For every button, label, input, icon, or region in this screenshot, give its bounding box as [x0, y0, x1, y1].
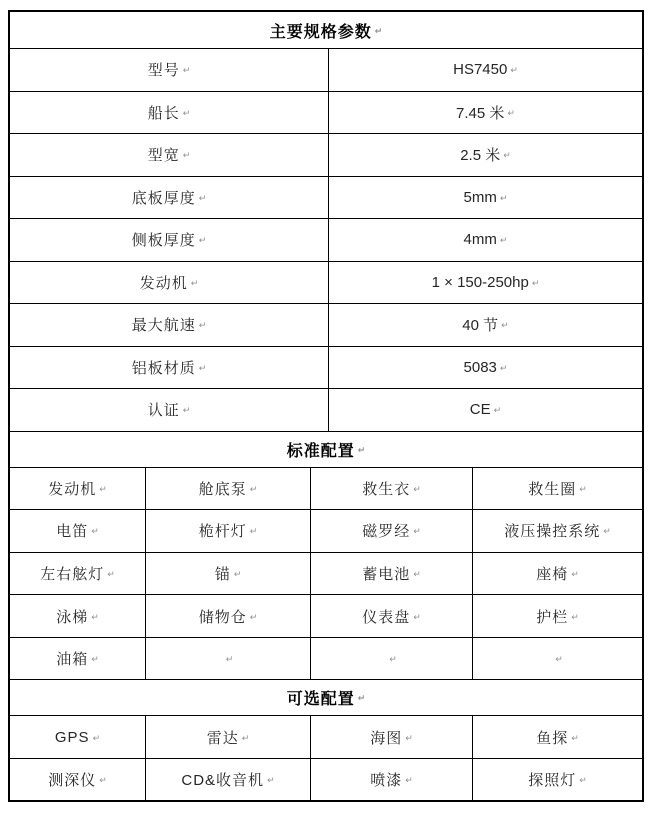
spec-label-bottom-thickness: 底板厚度 ↵ [10, 176, 328, 219]
paragraph-mark: ↵ [503, 150, 511, 161]
paragraph-mark: ↵ [501, 320, 509, 331]
paragraph-mark: ↵ [555, 654, 563, 665]
spec-value-model: HS7450 ↵ [328, 48, 642, 91]
section-title-main-specs [10, 12, 642, 48]
section-title-standard-config [10, 431, 642, 467]
spec-value-length: 7.45 米 ↵ [328, 91, 642, 134]
standard-item-empty [472, 637, 642, 680]
spec-label-beam: 型宽 ↵ [10, 133, 328, 176]
paragraph-mark: ↵ [357, 444, 366, 455]
paragraph-mark: ↵ [107, 568, 115, 579]
paragraph-mark: ↵ [198, 320, 207, 331]
spec-value-side-thickness: 4mm ↵ [328, 218, 642, 261]
standard-item: 液压操控系统 ↵ [472, 509, 642, 552]
paragraph-mark: ↵ [571, 568, 579, 579]
paragraph-mark: ↵ [249, 483, 258, 494]
spec-label-side-thickness: 侧板厚度 ↵ [10, 218, 328, 261]
standard-item: 磁罗经 ↵ [310, 509, 472, 552]
spec-value-aluminum-grade: 5083 ↵ [328, 346, 642, 389]
paragraph-mark: ↵ [571, 732, 579, 743]
paragraph-mark: ↵ [91, 654, 99, 665]
paragraph-mark: ↵ [603, 526, 611, 537]
paragraph-mark: ↵ [579, 775, 587, 786]
standard-item: 桅杆灯 ↵ [145, 509, 310, 552]
paragraph-mark: ↵ [99, 775, 107, 786]
paragraph-mark: ↵ [267, 775, 275, 786]
paragraph-mark: ↵ [198, 235, 207, 246]
paragraph-mark: ↵ [531, 277, 540, 288]
spec-value-engine: 1 × 150-250hp ↵ [328, 261, 642, 304]
spec-value-max-speed: 40 节 ↵ [328, 303, 642, 346]
paragraph-mark: ↵ [571, 611, 579, 622]
standard-item: 泳梯 ↵ [10, 594, 145, 637]
spec-label-engine: 发动机 ↵ [10, 261, 328, 304]
paragraph-mark: ↵ [405, 732, 413, 743]
section-standard-config [10, 431, 642, 680]
paragraph-mark: ↵ [182, 150, 191, 161]
standard-item: 护栏 ↵ [472, 594, 642, 637]
section-title-text: 可选配置 [286, 691, 355, 709]
standard-item: 座椅 ↵ [472, 552, 642, 595]
optional-item: 鱼探 ↵ [472, 715, 642, 758]
paragraph-mark: ↵ [499, 362, 508, 373]
paragraph-mark: ↵ [182, 107, 191, 118]
paragraph-mark: ↵ [198, 362, 207, 373]
standard-item: 仪表盘 ↵ [310, 594, 472, 637]
standard-item: 电笛 ↵ [10, 509, 145, 552]
paragraph-mark: ↵ [405, 775, 413, 786]
optional-item: 雷达 ↵ [145, 715, 310, 758]
standard-item: 左右舷灯 ↵ [10, 552, 145, 595]
spec-label-length: 船长 ↵ [10, 91, 328, 134]
paragraph-mark: ↵ [198, 192, 207, 203]
paragraph-mark: ↵ [92, 732, 101, 743]
paragraph-mark: ↵ [413, 611, 421, 622]
paragraph-mark: ↵ [190, 277, 199, 288]
spec-value-certification: CE ↵ [328, 388, 642, 431]
section-title-optional-config [10, 679, 642, 715]
paragraph-mark: ↵ [249, 611, 258, 622]
boat-spec-table [8, 10, 644, 802]
section-main-specs [10, 12, 642, 431]
paragraph-mark: ↵ [182, 65, 191, 76]
paragraph-mark: ↵ [413, 483, 421, 494]
spec-label-aluminum-grade: 铝板材质 ↵ [10, 346, 328, 389]
paragraph-mark: ↵ [499, 235, 508, 246]
spec-value-bottom-thickness: 5mm ↵ [328, 176, 642, 219]
standard-item-empty [310, 637, 472, 680]
section-optional-config [10, 679, 642, 800]
paragraph-mark: ↵ [510, 65, 518, 76]
paragraph-mark: ↵ [91, 526, 99, 537]
paragraph-mark: ↵ [493, 405, 502, 416]
paragraph-mark: ↵ [182, 405, 191, 416]
optional-item: CD&收音机 ↵ [145, 758, 310, 801]
paragraph-mark: ↵ [241, 732, 250, 743]
paragraph-mark: ↵ [91, 611, 99, 622]
paragraph-mark: ↵ [413, 568, 421, 579]
optional-item: 测深仪 ↵ [10, 758, 145, 801]
standard-item: 储物仓 ↵ [145, 594, 310, 637]
standard-item: 发动机 ↵ [10, 467, 145, 510]
paragraph-mark: ↵ [357, 693, 366, 704]
paragraph-mark: ↵ [579, 483, 587, 494]
spec-value-beam: 2.5 米 ↵ [328, 133, 642, 176]
section-title-text: 主要规格参数 [269, 23, 372, 41]
spec-label-max-speed: 最大航速 ↵ [10, 303, 328, 346]
optional-item: GPS ↵ [10, 715, 145, 758]
standard-item-empty [145, 637, 310, 680]
standard-item: 救生衣 ↵ [310, 467, 472, 510]
spec-label-certification: 认证 ↵ [10, 388, 328, 431]
standard-item: 蓄电池 ↵ [310, 552, 472, 595]
paragraph-mark: ↵ [225, 654, 234, 665]
paragraph-mark: ↵ [499, 192, 508, 203]
paragraph-mark: ↵ [233, 568, 242, 579]
paragraph-mark: ↵ [374, 25, 383, 36]
optional-item: 探照灯 ↵ [472, 758, 642, 801]
standard-item: 油箱 ↵ [10, 637, 145, 680]
spec-label-model: 型号 ↵ [10, 48, 328, 91]
standard-item: 锚 ↵ [145, 552, 310, 595]
paragraph-mark: ↵ [99, 483, 107, 494]
optional-item: 喷漆 ↵ [310, 758, 472, 801]
paragraph-mark: ↵ [413, 526, 421, 537]
standard-item: 救生圈 ↵ [472, 467, 642, 510]
paragraph-mark: ↵ [249, 526, 258, 537]
section-title-text: 标准配置 [286, 442, 355, 460]
paragraph-mark: ↵ [507, 107, 515, 118]
optional-item: 海图 ↵ [310, 715, 472, 758]
standard-item: 舱底泵 ↵ [145, 467, 310, 510]
paragraph-mark: ↵ [389, 654, 397, 665]
